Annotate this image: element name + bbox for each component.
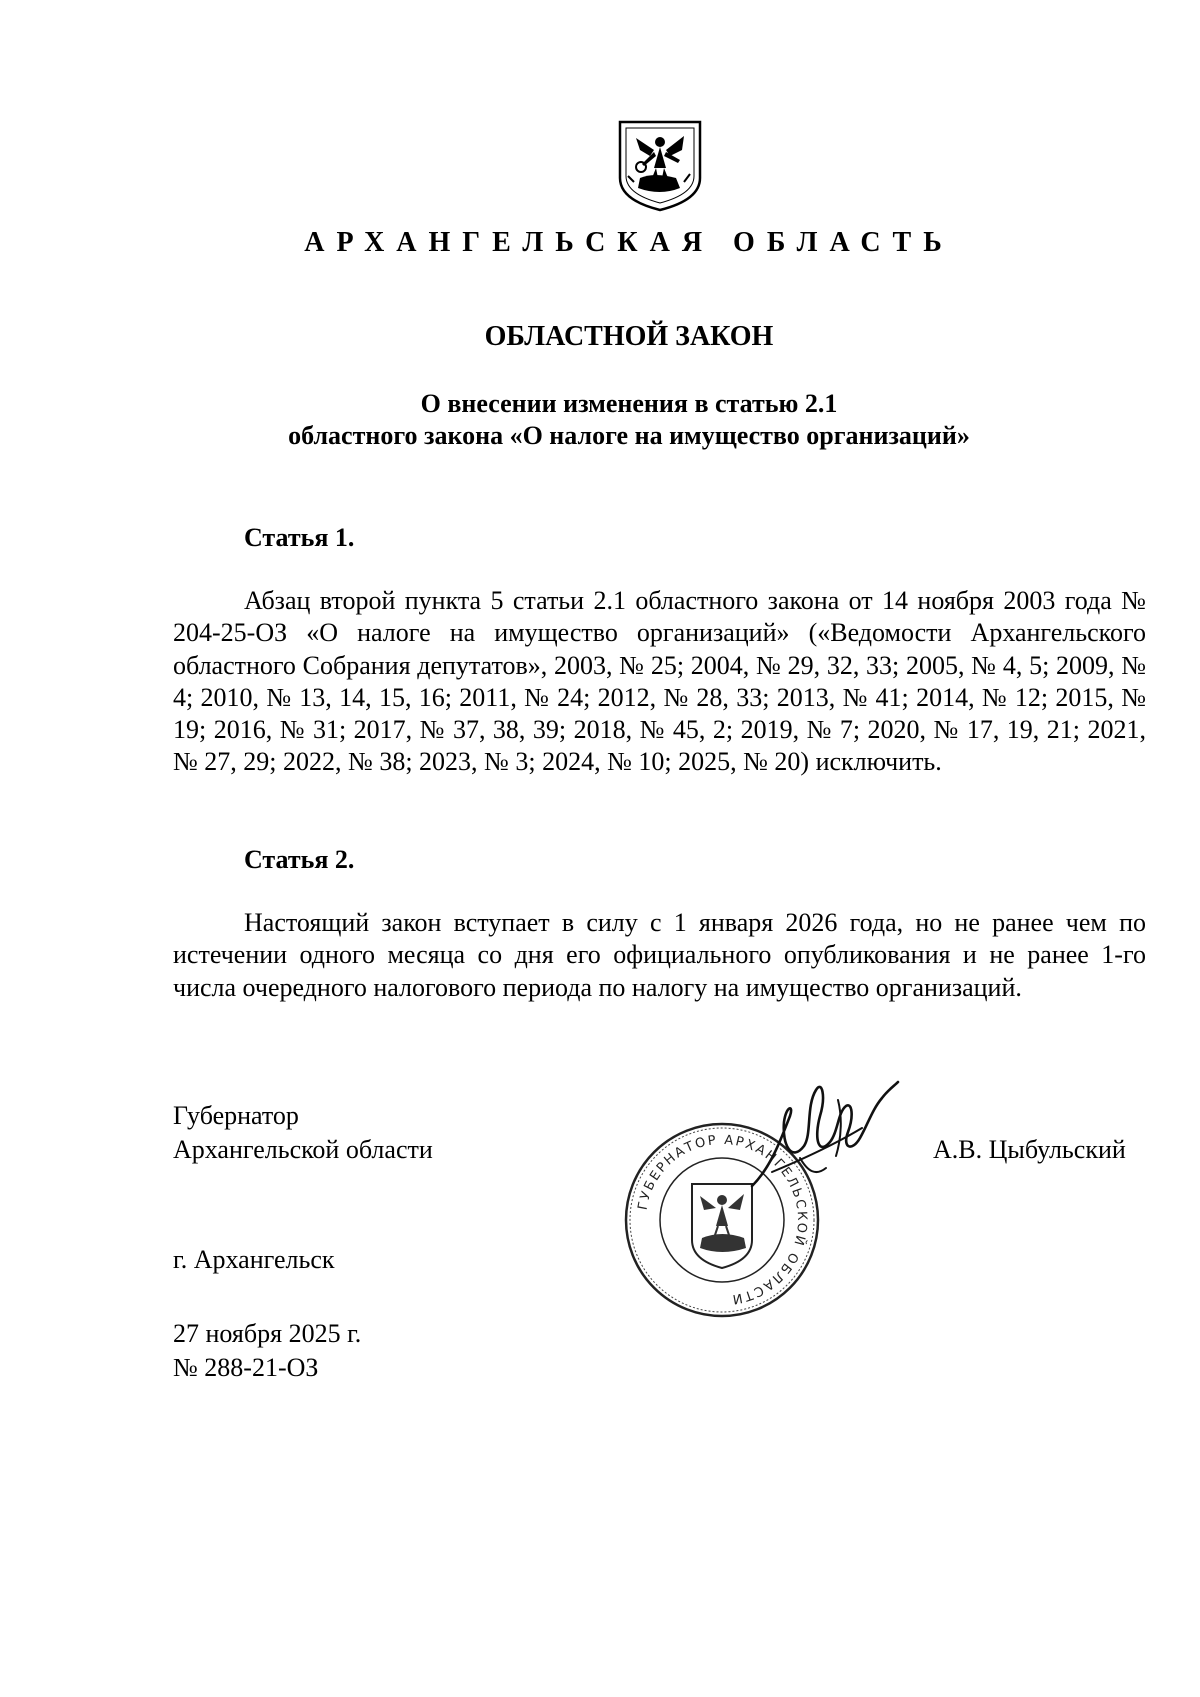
document-date: 27 ноября 2025 г. [173, 1319, 362, 1348]
law-subject [0, 388, 1200, 452]
svg-text:ГУБЕРНАТОР АРХАНГЕЛЬСКОЙ ОБЛАС: ГУБЕРНАТОР АРХАНГЕЛЬСКОЙ ОБЛАСТИ [635, 1132, 810, 1307]
region-title: АРХАНГЕЛЬСКАЯ ОБЛАСТЬ [304, 227, 954, 258]
document-number: № 288-21-ОЗ [173, 1353, 319, 1382]
city: г. Архангельск [173, 1245, 335, 1274]
signer-position-line-2: Архангельской области [173, 1135, 433, 1164]
article-1-text: Абзац второй пункта 5 статьи 2.1 областного закона от 14 ноября 2003 года № 204-25-ОЗ «О налоге на имущество организаций» («Ведомости Архангельского областного Собрания депутатов», 2003, № 25; 2004, № 29, 32, 33; 2005, № 4, 5; 2009, № 4; 2010, № 13, 14, 15, 16; 2011, № 24; 2012, № 28, 33; 2013, № 41; 2014, № 12; 2015, № 19; 2016, № 31; 2017, № 37, 38, 39; 2018, № 45, 2; 2019, № 7; 2020, № 17, 19, 21; 2021, № 27, 29; 2022, № 38; 2023, № 3; 2024, № 10; 2025, № 20) исключить. [173, 586, 1146, 777]
signer-name: А.В. Цыбульский [933, 1135, 1126, 1164]
article-2-heading: Статья 2. [244, 845, 355, 874]
article-1-heading: Статья 1. [244, 523, 355, 552]
law-subject-line-2: областного закона «О налоге на имущество организаций» [288, 421, 970, 450]
handwritten-signature-icon [742, 1076, 906, 1208]
law-type-heading: ОБЛАСТНОЙ ЗАКОН [484, 321, 774, 352]
signer-position-line-1: Губернатор [173, 1101, 299, 1130]
law-subject-line-1: О внесении изменения в статью 2.1 [420, 389, 838, 418]
coat-of-arms-emblem-icon [614, 116, 706, 214]
article-2-text: Настоящий закон вступает в силу с 1 января 2026 года, но не ранее чем по истечении одного месяца со дня его официального опубликования и не ранее 1-го числа очередного налогового периода по налогу на имущество организаций. [173, 908, 1146, 1002]
